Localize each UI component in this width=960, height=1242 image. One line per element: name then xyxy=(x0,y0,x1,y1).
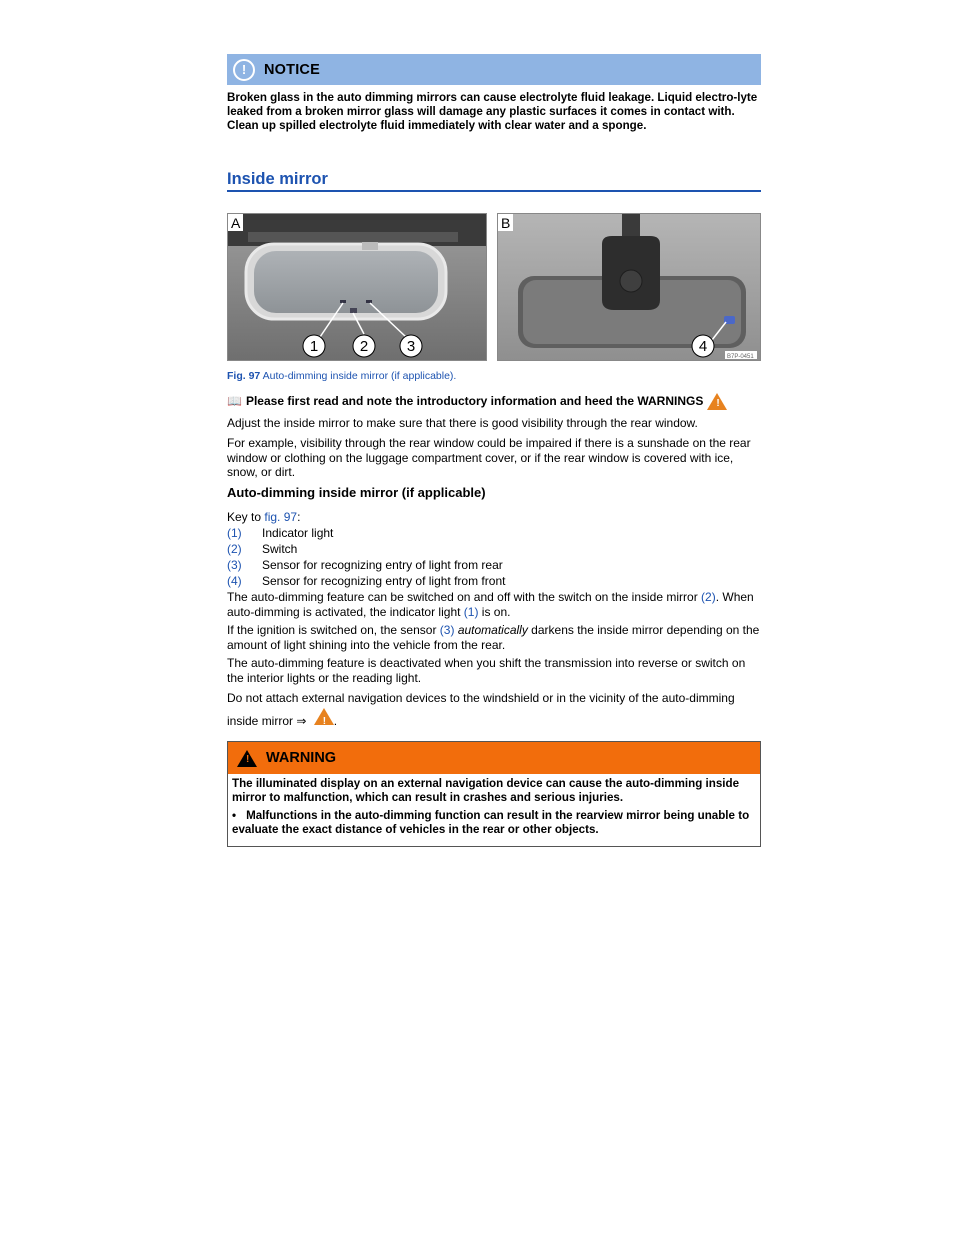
warning-title: WARNING xyxy=(266,750,337,766)
key-num[interactable]: (4) xyxy=(227,574,242,588)
warning-box xyxy=(227,741,761,847)
paragraph-visibility: For example, visibility through the rear window could be impaired if there is a sunshade on the rear window or clothing on the luggage compartment cover, or if the rear window is covered with ice, snow, or dirt. xyxy=(227,436,751,479)
key-list xyxy=(227,526,761,589)
figure-code: B7P-0451 xyxy=(727,354,754,360)
key-num[interactable]: (3) xyxy=(227,558,242,572)
figure-panel-a xyxy=(227,213,487,361)
key-item xyxy=(227,526,761,541)
key-label: Sensor for recognizing entry of light from rear xyxy=(262,558,503,572)
warning-body xyxy=(228,774,760,846)
warning-triangle-icon[interactable]: ! xyxy=(314,708,334,725)
figure-caption xyxy=(227,370,456,382)
key-item xyxy=(227,542,761,557)
callout-1: 1 xyxy=(309,338,319,355)
figure-panel-b xyxy=(497,213,761,361)
key-num[interactable]: (2) xyxy=(227,542,242,556)
callout-2: 2 xyxy=(359,338,369,355)
warning-text: The illuminated display on an external navigation device can cause the auto-dimming inside mirror to malfunction, which can result in crashes and serious injuries. xyxy=(232,777,740,804)
key-prefix: Key to xyxy=(227,510,265,524)
warning-triangle-icon: ! xyxy=(707,393,727,410)
key-suffix: : xyxy=(297,510,301,524)
callout-3: 3 xyxy=(406,338,416,355)
notice-box xyxy=(227,54,761,133)
figure-97 xyxy=(227,213,761,361)
key-label: Indicator light xyxy=(262,526,334,540)
ref-1[interactable]: (1) xyxy=(463,604,479,619)
notice-text: Broken glass in the auto dimming mirrors can cause electrolyte fluid leakage. Liquid electro-lyte leaked from a broken mirror glass will damage any plastic surfaces it comes in contact with. Clean up spilled electrolyte fluid immediately with clear water and a sponge. xyxy=(227,91,758,132)
ref-2[interactable]: (2) xyxy=(701,590,716,604)
read-first-note xyxy=(227,393,761,410)
warning-triangle-icon: ! xyxy=(237,750,257,767)
key-item xyxy=(227,574,761,589)
key-label: Switch xyxy=(262,542,298,556)
paragraph-switch: The auto-dimming feature can be switched on and off with the switch on the inside mirror (2). When auto-dimming is activated, the indicator light (1) is on. xyxy=(227,590,754,619)
ref-3[interactable]: (3) xyxy=(439,623,455,637)
fig-97-link[interactable]: fig. 97 xyxy=(264,510,298,524)
key-label: Sensor for recognizing entry of light from front xyxy=(262,574,506,588)
paragraph-sensor: If the ignition is switched on, the sensor (3) automatically darkens the inside mirror depending on the amount of light shining into the vehicle from the rear. xyxy=(227,623,760,652)
section-title: Inside mirror xyxy=(227,170,761,192)
key-item xyxy=(227,558,761,573)
key-num[interactable]: (1) xyxy=(227,526,242,540)
paragraph-deactivated: The auto-dimming feature is deactivated when you shift the transmission into reverse or switch on the interior lights or the reading light. xyxy=(227,656,746,685)
notice-title: NOTICE xyxy=(264,61,320,78)
panel-b-label: B xyxy=(501,215,511,231)
warning-bullet: • Malfunctions in the auto-dimming function can result in the rearview mirror being unable to evaluate the exact distance of vehicles in the rear or other objects. xyxy=(232,809,750,836)
read-first-text: Please first read and note the introductory information and heed the WARNINGS xyxy=(245,394,704,409)
subheading: Auto-dimming inside mirror (if applicable) xyxy=(227,485,486,500)
warning-header xyxy=(228,742,760,774)
exclamation-circle-icon: ! xyxy=(233,59,255,81)
notice-header xyxy=(227,54,761,85)
paragraph-navigation: Do not attach external navigation devices to the windshield or in the vicinity of the auto-dimming inside mirror ⇒ ! . xyxy=(227,691,735,728)
book-icon: 📖 xyxy=(227,394,242,409)
panel-a-label: A xyxy=(231,215,241,231)
manual-page xyxy=(227,54,761,836)
key-intro xyxy=(227,510,761,525)
paragraph-adjust: Adjust the inside mirror to make sure that there is good visibility through the rear window. xyxy=(227,416,698,430)
figure-number: Fig. 97 xyxy=(227,370,261,382)
callout-4: 4 xyxy=(698,338,708,355)
figure-caption-text: Auto-dimming inside mirror (if applicable). xyxy=(262,370,457,382)
bullet-icon: • xyxy=(232,809,237,822)
